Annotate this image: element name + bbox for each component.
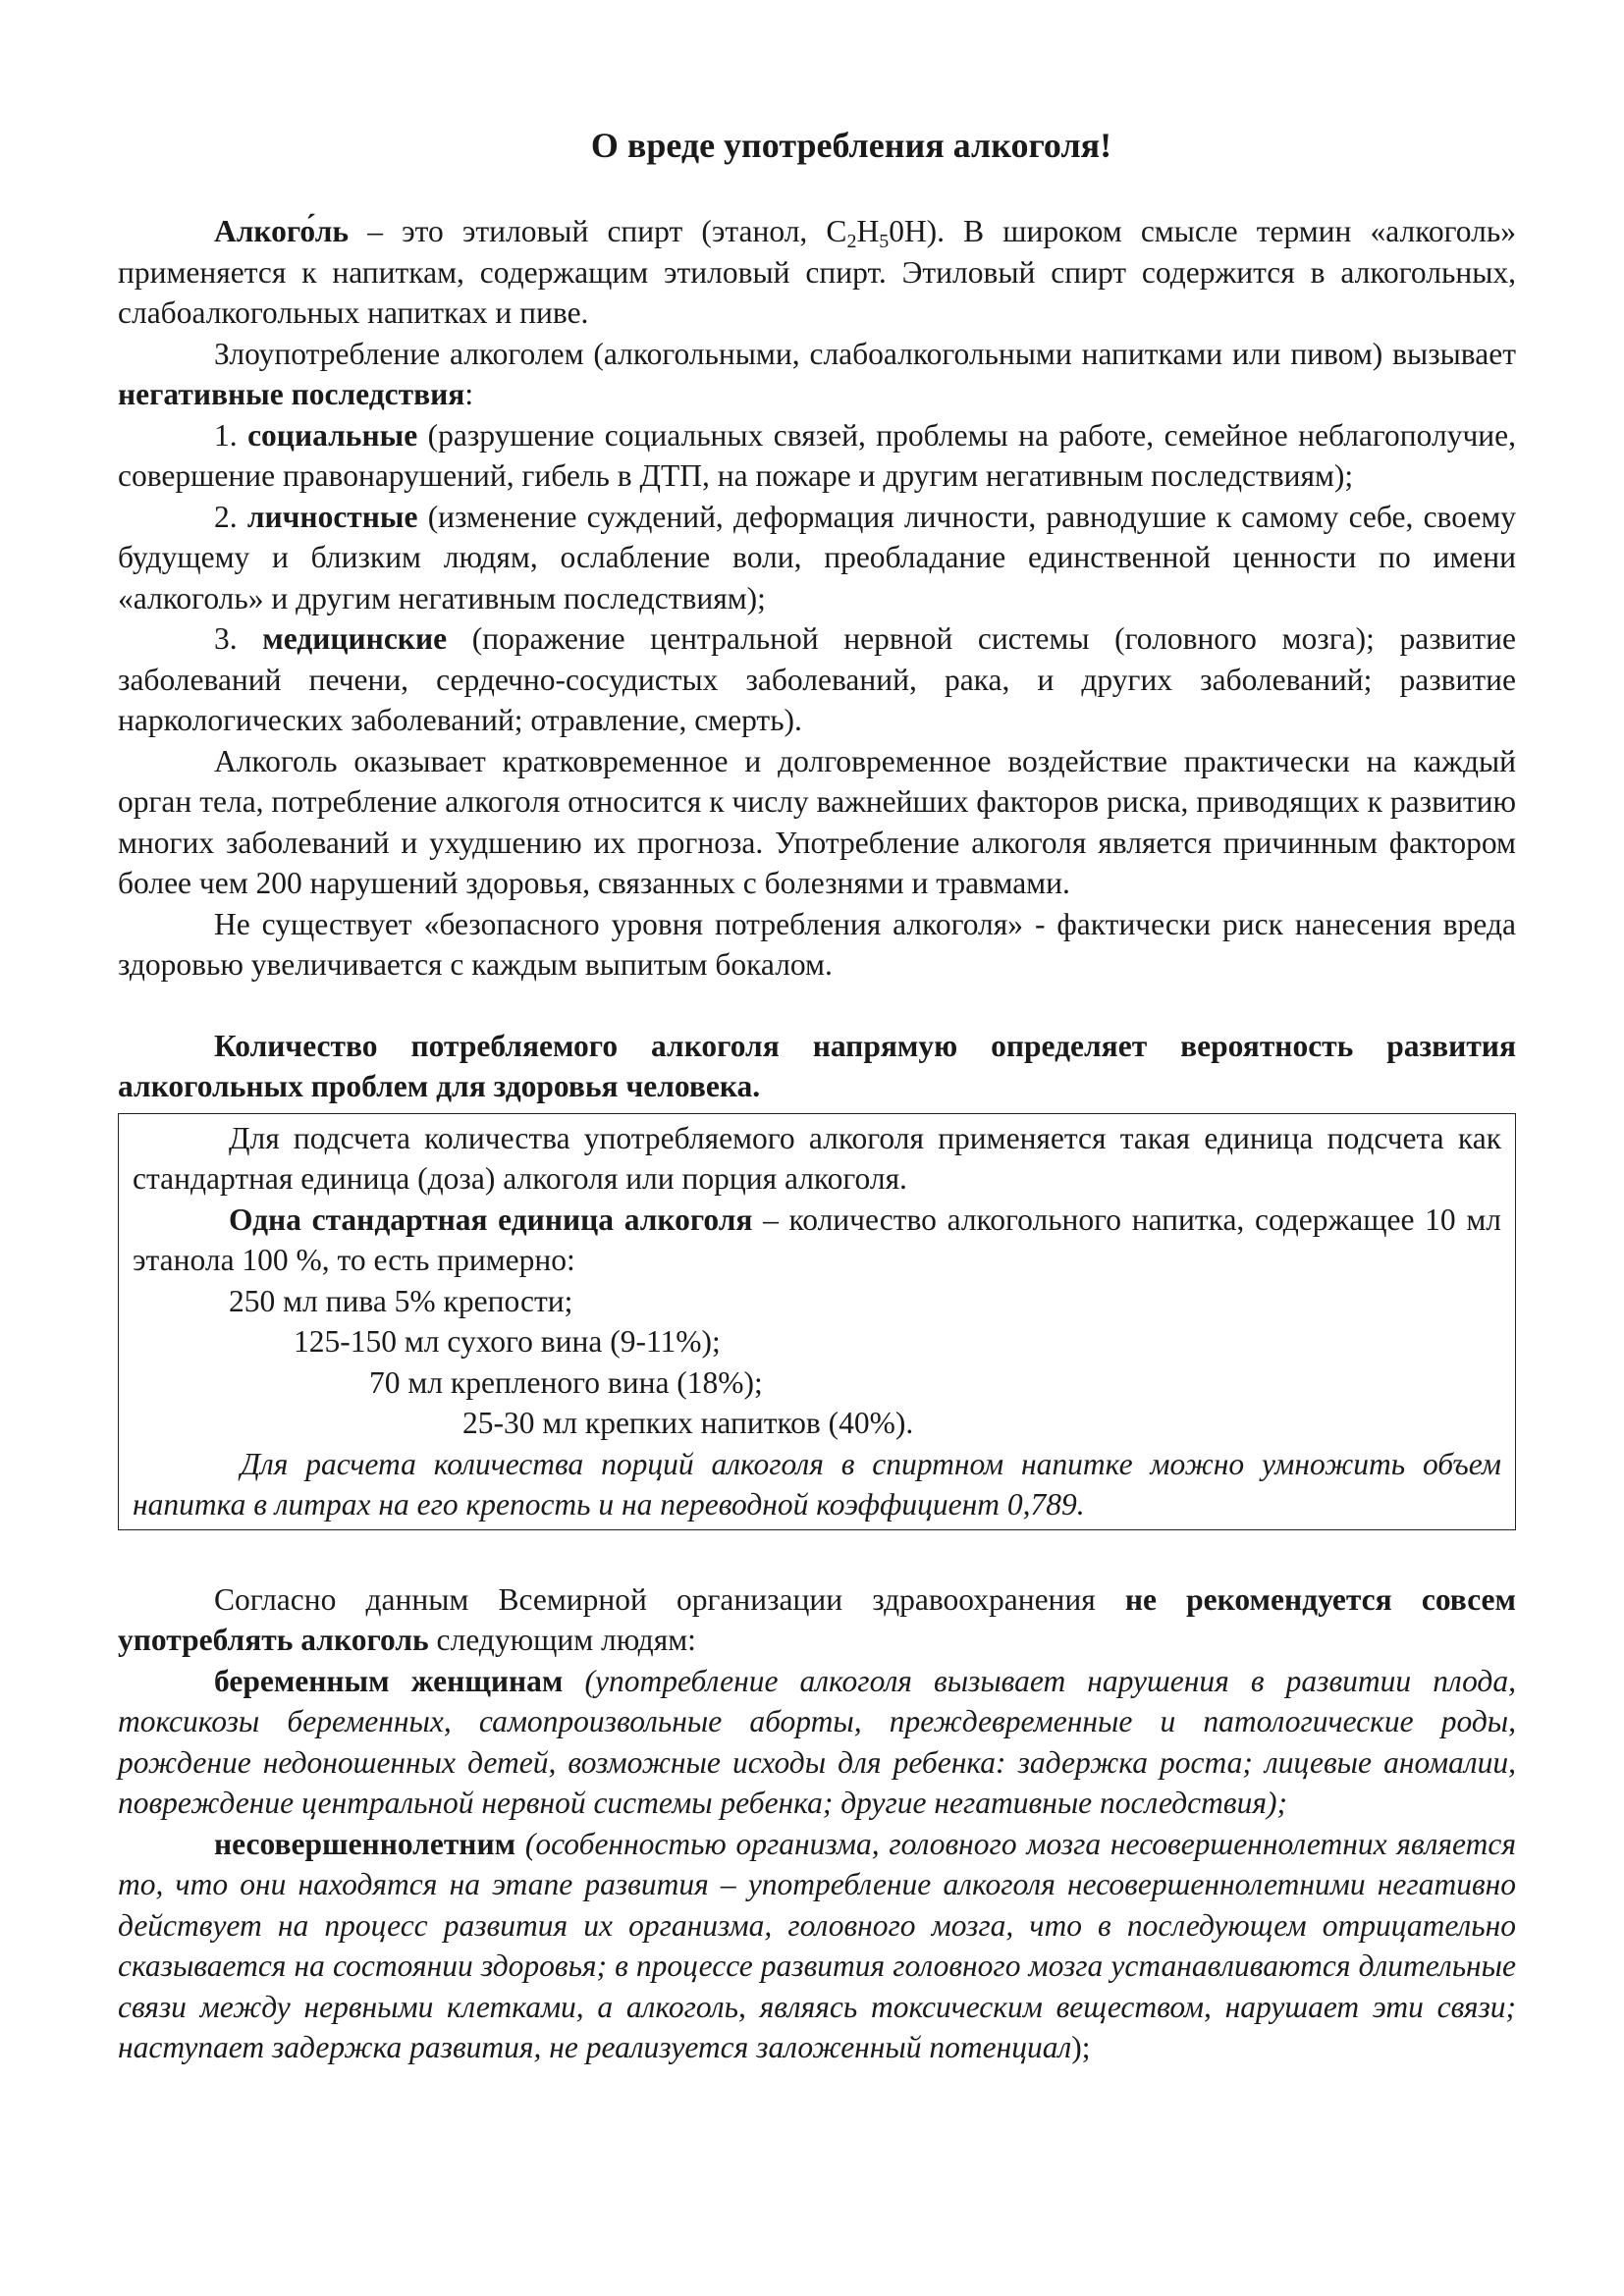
group-heading: несовершеннолетним — [214, 1826, 516, 1861]
group-item — [118, 1824, 1516, 2068]
abuse-paragraph — [118, 334, 1516, 415]
group-item — [118, 1661, 1516, 1824]
box-text: – количество алкогольного напитка, содержащее 10 мл этанола 100 %, то есть примерно: — [133, 1201, 1501, 1277]
intro-text: 0H). В широком смысле термин «алкоголь» применяется к напиткам, содержащим этиловый спирт. Этиловый спирт содержится в алкогольных, слабоалкогольных напитках и пиве. — [118, 214, 1516, 330]
item-heading: личностные — [246, 499, 418, 534]
impact-paragraph: Алкоголь оказывает кратковременное и долговременное воздействие практически на каждый орган тела, потребление алкоголя относится к числу важнейших факторов риска, приводящих к развитию многих заболеваний и ухудшению их прогноза. Употребление алкоголя является причинным фактором более чем 200 нарушений здоровья, связанных с болезнями и травмами. — [118, 743, 1516, 900]
item-number: 3. — [214, 621, 263, 656]
consequence-item — [118, 618, 1516, 741]
item-text: (поражение центральной нервной системы (головного мозга); развитие заболеваний печени, сердечно-сосудистых заболеваний, рака, и других заболеваний; развитие наркологических заболеваний; отравление, смерть). — [118, 621, 1516, 737]
intro-paragraph — [118, 211, 1516, 334]
intro-text: H — [856, 214, 880, 248]
abuse-text: Злоупотребление алкоголем (алкогольными, слабоалкогольными напитками или пивом) вызывает — [214, 336, 1516, 371]
item-number: 1. — [214, 417, 248, 453]
who-text: Согласно данным Всемирной организации здравоохранения — [214, 1581, 1125, 1617]
no-safe-level-paragraph: Не существует «безопасного уровня потребления алкоголя» - фактически риск нанесения вреда здоровью увеличивается с каждым выпитым бокалом. — [118, 906, 1516, 982]
portion-item: 125-150 мл сухого вина (9-11%); — [294, 1324, 721, 1359]
document-page — [118, 108, 1516, 2068]
item-number: 2. — [214, 499, 247, 534]
headline-text: Количество потребляемого алкоголя напрямую определяет вероятность развития алкогольных проблем для здоровья человека. — [118, 1028, 1516, 1103]
item-heading: социальные — [247, 417, 418, 453]
term-alcohol: Алкого́ль — [214, 214, 350, 248]
who-bold: не рекомендуется совсем употреблять алкоголь — [118, 1581, 1516, 1657]
who-paragraph — [118, 1579, 1516, 1661]
spacer — [118, 1530, 1516, 1579]
who-text: следующим людям: — [428, 1623, 696, 1657]
intro-text: – это этиловый спирт (этанол, C — [349, 214, 847, 248]
portion-item: 25-30 мл крепких напитков (40%). — [462, 1406, 914, 1440]
box-note — [133, 1444, 1501, 1525]
abuse-bold: негативные последствия — [118, 377, 465, 411]
item-heading: медицинские — [262, 621, 448, 656]
page-title: О вреде употребления алкоголя! — [590, 126, 1112, 165]
spacer — [118, 986, 1516, 1026]
item-text: (разрушение социальных связей, проблемы на работе, семейное неблагополучие, совершение правонарушений, гибель в ДТП, на пожаре и другим негативным последствиям); — [118, 417, 1516, 493]
group-tail: ); — [1071, 2030, 1091, 2064]
subscript: 2 — [846, 231, 857, 252]
portion-item: 70 мл крепленого вина (18%); — [369, 1364, 763, 1400]
consequence-item — [118, 497, 1516, 619]
subscript: 5 — [879, 231, 890, 252]
headline-paragraph — [118, 1026, 1516, 1107]
standard-unit-box — [118, 1113, 1516, 1530]
abuse-text: : — [464, 377, 474, 411]
box-note-text: Для расчета количества порций алкоголя в спиртном напитке можно умножить объем напитка в литрах на его крепость и на переводной коэффициент 0,789. — [133, 1446, 1501, 1522]
box-paragraph: Для подсчета количества употребляемого алкоголя применяется такая единица подсчета как стандартная единица (доза) алкоголя или порция алкоголя. — [133, 1120, 1501, 1196]
box-paragraph — [133, 1200, 1501, 1281]
item-text: (изменение суждений, деформация личности, равнодушие к самому себе, своему будущему и близким людям, ослабление воли, преобладание единственной ценности по имени «алкоголь» и другим негативным последствиям); — [118, 499, 1517, 615]
portion-item: 250 мл пива 5% крепости; — [229, 1283, 573, 1318]
consequence-item — [118, 415, 1516, 497]
group-heading: беременным женщинам — [214, 1663, 564, 1698]
box-bold: Одна стандартная единица алкоголя — [229, 1201, 753, 1237]
group-text: (особенностью организма, головного мозга несовершеннолетних является то, что они находятся на этапе развития – употребление алкоголя несовершеннолетними негативно действует на процесс развития их организма, головного мозга, что в последующем отрицательно сказывается на состоянии здоровья; в процессе развития головного мозга устанавливаются длительные связи между нервными клетками, а алкоголь, являясь токсическим веществом, нарушает эти связи; наступает задержка развития, не реализуется заложенный потенциал — [118, 1826, 1516, 2064]
group-text: (употребление алкоголя вызывает нарушения в развитии плода, токсикозы беременных, самопроизвольные аборты, преждевременные и патологические роды, рождение недоношенных детей, возможные исходы для ребенка: задержка роста; лицевые аномалии, повреждение центральной нервной системы ребенка; другие негативные последствия); — [118, 1663, 1516, 1820]
